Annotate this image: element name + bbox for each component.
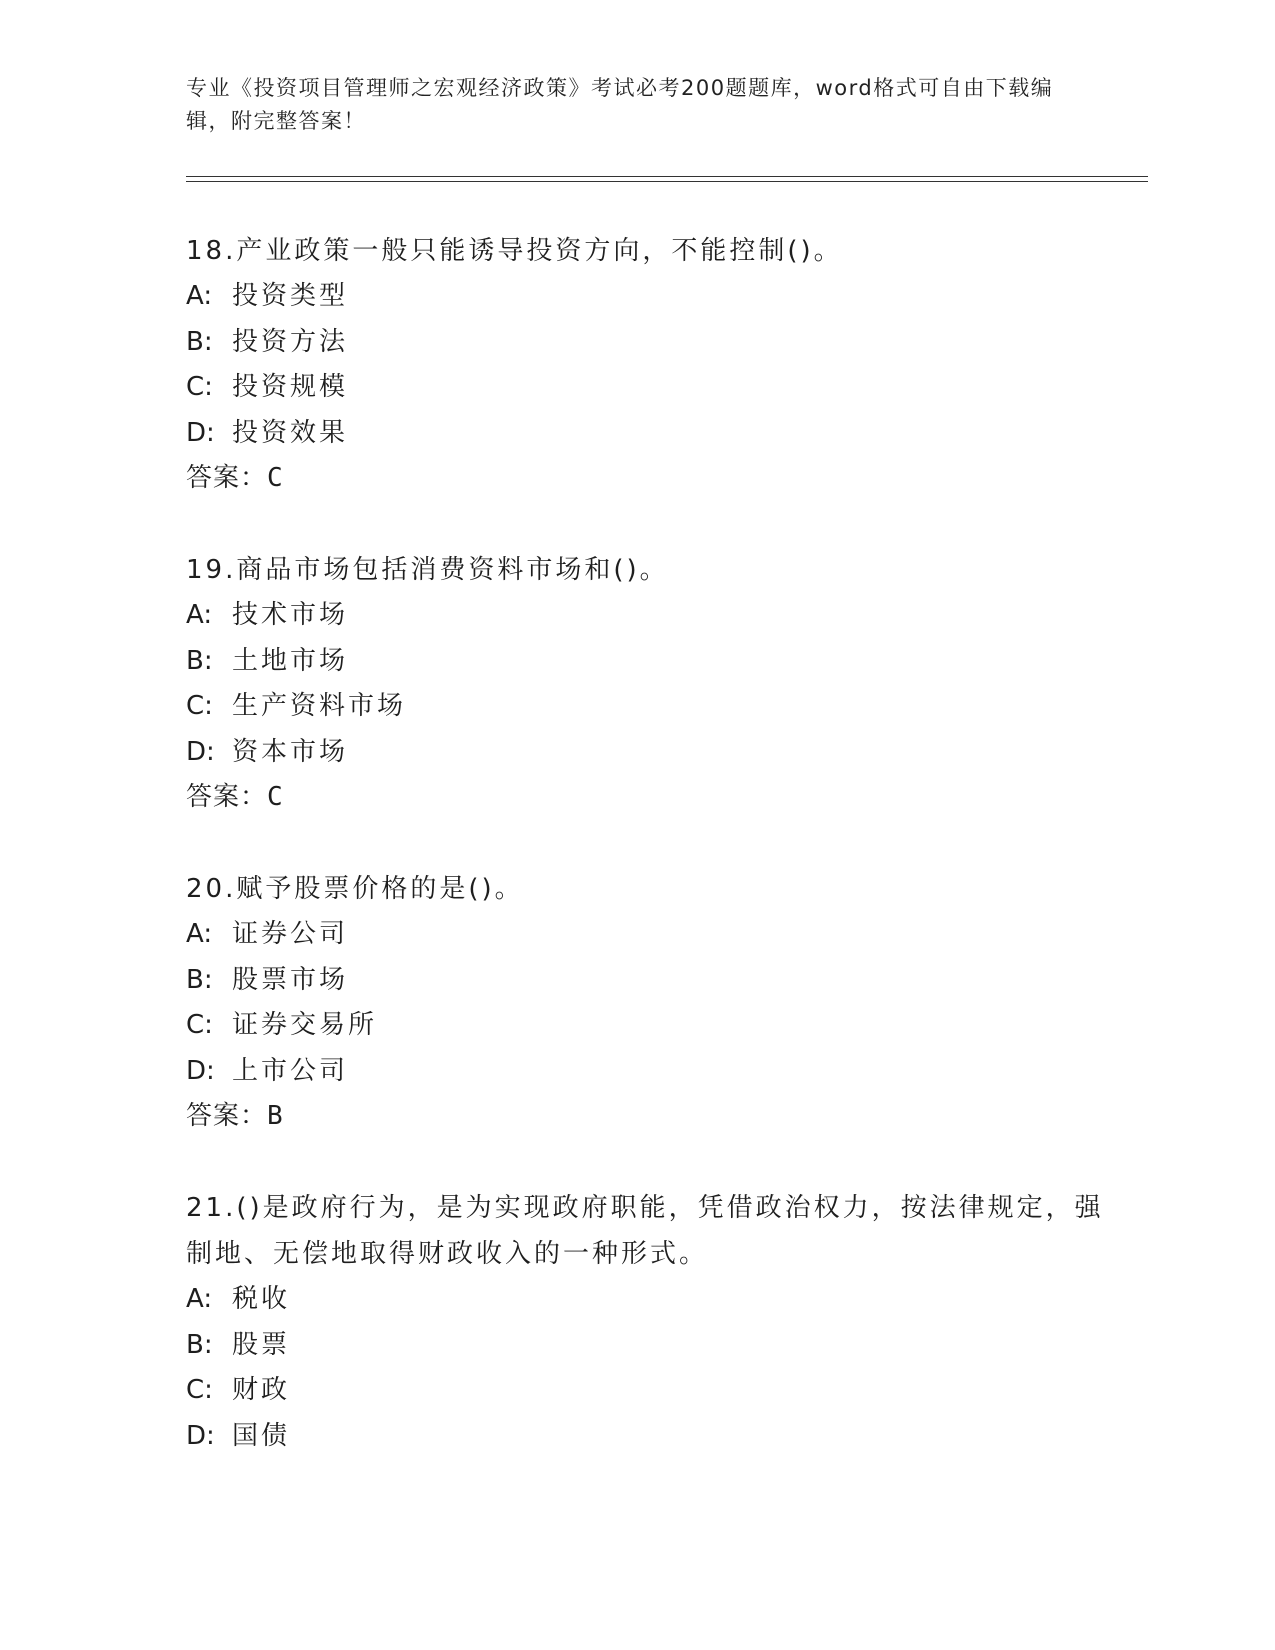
option-text: 投资规模 (232, 372, 349, 402)
option-text: 投资方法 (232, 326, 349, 357)
option-text: 技术市场 (232, 600, 349, 630)
answer-value: B (267, 1101, 284, 1131)
option-letter: B: (186, 1329, 213, 1360)
option-text: 证券公司 (232, 919, 349, 949)
header-text: 专业《投资项目管理师之宏观经济政策》考试必考200题题库，word格式可自由下载编辑，附完整答案！ (186, 76, 1054, 133)
answer-value: C (267, 463, 284, 493)
option-letter: D: (186, 736, 215, 767)
option-c (186, 1368, 1106, 1414)
question-18 (186, 228, 1106, 502)
option-letter: C: (186, 1010, 213, 1040)
option-a (186, 593, 1106, 639)
answer-line (186, 775, 1106, 821)
question-19 (186, 547, 1106, 821)
option-b (186, 1323, 1106, 1369)
option-letter: D: (186, 1055, 215, 1086)
option-b (186, 958, 1106, 1004)
option-text: 股票 (232, 1329, 291, 1360)
option-c (186, 1003, 1106, 1049)
option-letter: C: (186, 691, 213, 721)
question-stem: 19.商品市场包括消费资料市场和()。 (186, 555, 669, 585)
answer-label: 答案： (186, 782, 268, 812)
answer-value: C (267, 782, 284, 812)
option-a (186, 912, 1106, 958)
option-letter: D: (186, 1420, 215, 1451)
option-d (186, 1414, 1106, 1460)
option-text: 税收 (232, 1284, 291, 1314)
option-text: 国债 (232, 1420, 291, 1451)
question-stem: 20.赋予股票价格的是()。 (186, 874, 524, 904)
option-d (186, 1049, 1106, 1095)
option-text: 生产资料市场 (232, 691, 407, 721)
option-letter: A: (186, 600, 213, 630)
option-a (186, 1277, 1106, 1323)
document-header (186, 72, 1086, 138)
option-letter: B: (186, 964, 213, 995)
option-c (186, 684, 1106, 730)
answer-line (186, 1094, 1106, 1140)
option-letter: B: (186, 645, 213, 676)
answer-line (186, 456, 1106, 502)
question-21 (186, 1185, 1106, 1459)
question-stem: 18.产业政策一般只能诱导投资方向，不能控制()。 (186, 236, 843, 266)
option-letter: C: (186, 372, 213, 402)
option-text: 财政 (232, 1375, 291, 1405)
option-text: 投资效果 (232, 417, 349, 448)
header-divider-top (186, 176, 1148, 177)
option-c (186, 365, 1106, 411)
option-b (186, 639, 1106, 685)
option-text: 上市公司 (232, 1055, 349, 1086)
option-text: 资本市场 (232, 736, 349, 767)
option-letter: B: (186, 326, 213, 357)
option-letter: A: (186, 281, 213, 311)
option-b (186, 320, 1106, 366)
header-divider-bottom (186, 181, 1148, 182)
option-a (186, 274, 1106, 320)
option-text: 投资类型 (232, 281, 349, 311)
option-letter: A: (186, 919, 213, 949)
question-stem: 21.()是政府行为，是为实现政府职能，凭借政治权力，按法律规定，强制地、无偿地取得财政收入的一种形式。 (186, 1193, 1104, 1269)
option-letter: C: (186, 1375, 213, 1405)
option-text: 股票市场 (232, 964, 349, 995)
question-20 (186, 866, 1106, 1140)
option-d (186, 730, 1106, 776)
option-letter: D: (186, 417, 215, 448)
answer-label: 答案： (186, 1101, 268, 1131)
option-text: 证券交易所 (232, 1010, 378, 1040)
answer-label: 答案： (186, 463, 268, 493)
option-d (186, 411, 1106, 457)
option-letter: A: (186, 1284, 213, 1314)
option-text: 土地市场 (232, 645, 349, 676)
